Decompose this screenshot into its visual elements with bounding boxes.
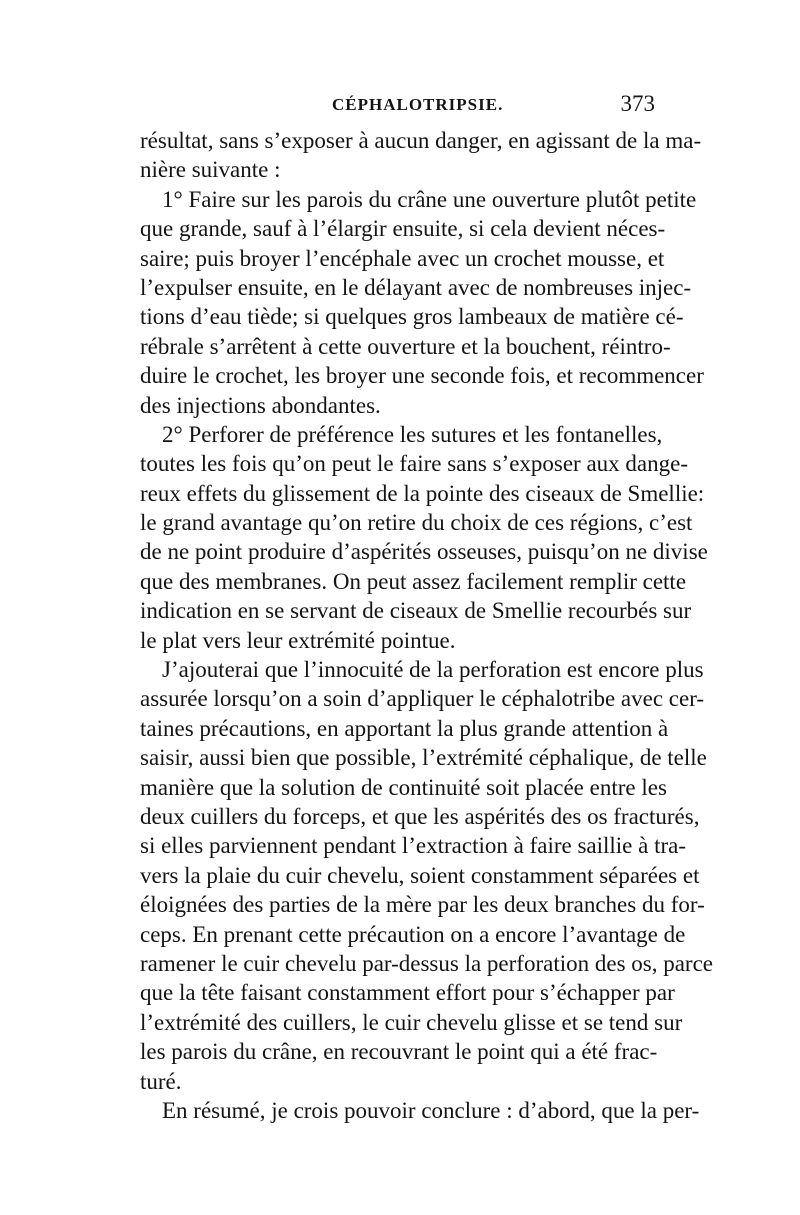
text-line: le grand avantage qu’on retire du choix de ces régions, c’est bbox=[140, 510, 693, 536]
text-line: que des membranes. On peut assez facilement remplir cette bbox=[140, 568, 687, 594]
text-line: assurée lorsqu’on a soin d’appliquer le céphalotribe avec cer- bbox=[140, 686, 705, 712]
text-line: le plat vers leur extrémité pointue. bbox=[140, 627, 456, 653]
text-line: résultat, sans s’exposer à aucun danger, en agissant de la ma- bbox=[140, 128, 702, 153]
text-line: de ne point produire d’aspérités osseuses, puisqu’on ne divise bbox=[140, 539, 708, 565]
text-line: J’ajouterai que l’innocuité de la perforation est encore plus bbox=[162, 657, 704, 683]
text-line: 1° Faire sur les parois du crâne une ouverture plutôt petite bbox=[162, 186, 697, 212]
text-line: si elles parviennent pendant l’extraction à faire saillie à tra- bbox=[140, 833, 687, 859]
text-line: éloignées des parties de la mère par les deux branches du for- bbox=[140, 892, 705, 918]
text-line: duire le crochet, les broyer une seconde fois, et recommencer bbox=[140, 363, 704, 389]
text-line: nière suivante : bbox=[140, 157, 281, 183]
text-line: vers la plaie du cuir chevelu, soient constamment séparées et bbox=[140, 862, 700, 888]
text-line: ceps. En prenant cette précaution on a encore l’avantage de bbox=[140, 921, 686, 947]
running-title: CÉPHALOTRIPSIE. bbox=[332, 95, 504, 114]
body-text bbox=[140, 126, 714, 1125]
text-line: deux cuillers du forceps, et que les aspérités des os fracturés, bbox=[140, 803, 700, 829]
text-line: tions d’eau tiède; si quelques gros lambeaux de matière cé- bbox=[140, 304, 684, 330]
text-line: toutes les fois qu’on peut le faire sans s’exposer aux dange- bbox=[140, 451, 689, 477]
text-line: turé. bbox=[140, 1068, 182, 1094]
text-line: que la tête faisant constamment effort pour s’échapper par bbox=[140, 980, 675, 1006]
text-line: ramener le cuir chevelu par-dessus la perforation des os, parce bbox=[140, 950, 714, 976]
text-line: En résumé, je crois pouvoir conclure : d’abord, que la per- bbox=[162, 1097, 700, 1123]
text-line: l’extrémité des cuillers, le cuir chevelu glisse et se tend sur bbox=[140, 1009, 683, 1035]
running-head bbox=[140, 91, 655, 125]
text-line: les parois du crâne, en recouvrant le point qui a été frac- bbox=[140, 1039, 658, 1065]
text-line: reux effets du glissement de la pointe des ciseaux de Smellie: bbox=[140, 480, 705, 506]
text-line: des injections abondantes. bbox=[140, 392, 381, 418]
text-line: manière que la solution de continuité soit placée entre les bbox=[140, 774, 667, 800]
text-line: saisir, aussi bien que possible, l’extrémité céphalique, de telle bbox=[140, 745, 707, 771]
text-line: rébrale s’arrêtent à cette ouverture et la bouchent, réintro- bbox=[140, 333, 671, 359]
text-line: taines précautions, en apportant la plus grande attention à bbox=[140, 715, 669, 741]
text-line: saire; puis broyer l’encéphale avec un crochet mousse, et bbox=[140, 245, 665, 271]
text-line: que grande, sauf à l’élargir ensuite, si cela devient néces- bbox=[140, 216, 666, 242]
text-line: 2° Perforer de préférence les sutures et les fontanelles, bbox=[162, 421, 663, 447]
page-number: 373 bbox=[620, 91, 655, 116]
text-line: indication en se servant de ciseaux de Smellie recourbés sur bbox=[140, 598, 692, 624]
text-line: l’expulser ensuite, en le délayant avec de nombreuses injec- bbox=[140, 274, 692, 300]
